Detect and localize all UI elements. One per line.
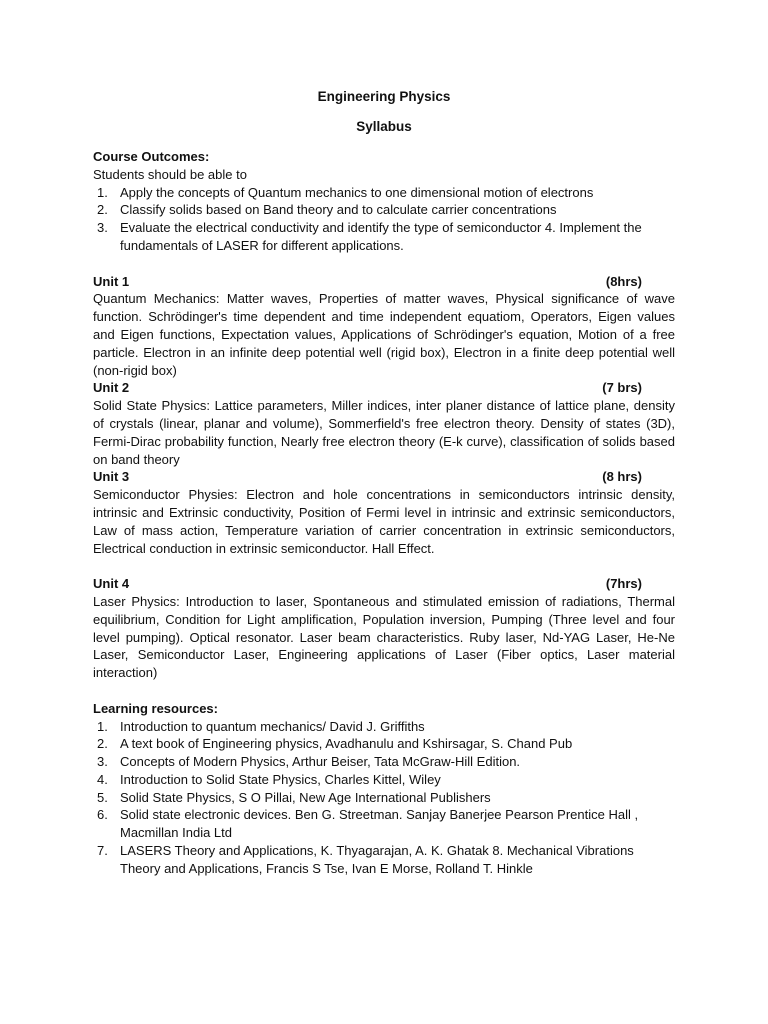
list-item-text: Evaluate the electrical conductivity and identify the type of semiconductor 4. Implement the fundamentals of LASER for different applications. (120, 220, 642, 253)
list-item-text: Introduction to quantum mechanics/ David J. Griffiths (120, 718, 425, 734)
list-item (93, 771, 675, 789)
unit-hours: (7 brs) (602, 380, 642, 396)
list-item-number: 4. (97, 771, 108, 787)
list-item (93, 753, 675, 771)
unit-name: Unit 4 (93, 576, 130, 592)
list-item (93, 184, 675, 202)
unit-content: Solid State Physics: Lattice parameters, Miller indices, inter planer distance of lattice plane, density of crystals (linear, planar and volume), Sommerfield's free electron theory. Density of states (3D), Fermi-Dirac probability function, Nearly free electron theory (E-k curve), classification of solids based on band theory (93, 398, 675, 467)
list-item-text: LASERS Theory and Applications, K. Thyagarajan, A. K. Ghatak 8. Mechanical Vibrations Theory and Applications, Francis S Tse, Ivan E Morse, Rolland T. Hinkle (120, 843, 634, 876)
document-subtitle: Syllabus (356, 119, 412, 134)
spacer (93, 255, 675, 273)
unit-content: Laser Physics: Introduction to laser, Spontaneous and stimulated emission of radiations, Thermal equilibrium, Condition for Light amplification, Population inversion, Pumping (Three level and four level pumping). Optical resonator. Laser beam characteristics. Ruby laser, Nd-YAG Laser, He-Ne Laser, Semiconductor Laser, Engineering applications of Laser (Fiber optics, Laser material interaction) (93, 593, 675, 681)
list-item-number: 3. (97, 754, 108, 770)
learning-resources-list (93, 718, 675, 878)
unit-hours: (8hrs) (605, 273, 642, 289)
list-item-text: Solid State Physics, S O Pillai, New Age International Publishers (120, 789, 491, 805)
unit-hours: (8 hrs) (602, 469, 642, 485)
list-item (93, 219, 675, 255)
course-outcomes-section (93, 148, 675, 255)
list-item-text: Solid state electronic devices. Ben G. Streetman. Sanjay Banerjee Pearson Prentice Hall , Macmillan India Ltd (120, 807, 639, 841)
unit-1-section (93, 273, 675, 380)
course-outcomes-list (93, 184, 675, 255)
list-item-number: 2. (97, 202, 108, 218)
list-item-number: 1. (97, 718, 108, 734)
list-item (93, 789, 675, 807)
list-item-number: 5. (97, 789, 108, 805)
list-item-number: 1. (97, 184, 108, 200)
unit-content: Quantum Mechanics: Matter waves, Properties of matter waves, Physical significance of wave function. Schrödinger's time dependent and time independent equatiom, Operators, Eigen values and Eigen functions, Expectation values, Applications of Schrödinger's equation, Motion of a free particle. Electron in an infinite deep potential well (rigid box), Electron in a finite deep potential well (non-rigid box) (93, 291, 675, 378)
unit-name: Unit 2 (93, 380, 130, 396)
list-item-number: 6. (97, 807, 108, 823)
unit-4-section (93, 575, 675, 682)
unit-heading (93, 468, 675, 486)
learning-resources-heading: Learning resources: (93, 700, 218, 716)
course-outcomes-intro: Students should be able to (93, 166, 247, 182)
list-item-text: A text book of Engineering physics, Avadhanulu and Kshirsagar, S. Chand Pub (120, 736, 573, 752)
list-item-number: 7. (97, 843, 108, 859)
unit-heading (93, 575, 675, 593)
list-item-text: Apply the concepts of Quantum mechanics to one dimensional motion of electrons (120, 184, 594, 200)
learning-resources-section (93, 700, 675, 878)
unit-2-section (93, 379, 675, 468)
document-title: Engineering Physics (317, 89, 451, 104)
unit-hours: (7hrs) (605, 576, 642, 592)
unit-heading (93, 273, 675, 291)
list-item-text: Classify solids based on Band theory and to calculate carrier concentrations (120, 202, 557, 218)
unit-content: Semiconductor Physies: Electron and hole concentrations in semiconductors intrinsic density, intrinsic and Extrinsic conductivity, Position of Fermi level in intrinsic and extrinsic semiconductors, Law of mass action, Temperature variation of carrier concentration in extrinsic semiconductors, Electrical conduction in extrinsic semiconductor. Hall Effect. (93, 487, 675, 556)
unit-3-section (93, 468, 675, 557)
list-item (93, 718, 675, 736)
list-item (93, 735, 675, 753)
list-item-number: 3. (97, 220, 108, 236)
list-item (93, 806, 675, 842)
spacer (93, 557, 675, 575)
course-outcomes-heading: Course Outcomes: (93, 149, 210, 164)
list-item-text: Introduction to Solid State Physics, Charles Kittel, Wiley (120, 771, 441, 787)
spacer (93, 682, 675, 700)
list-item-text: Concepts of Modern Physics, Arthur Beiser, Tata McGraw-Hill Edition. (120, 754, 521, 770)
unit-heading (93, 379, 675, 397)
unit-name: Unit 3 (93, 469, 130, 485)
list-item (93, 842, 675, 878)
list-item (93, 201, 675, 219)
unit-name: Unit 1 (93, 273, 130, 289)
list-item-number: 2. (97, 736, 108, 752)
